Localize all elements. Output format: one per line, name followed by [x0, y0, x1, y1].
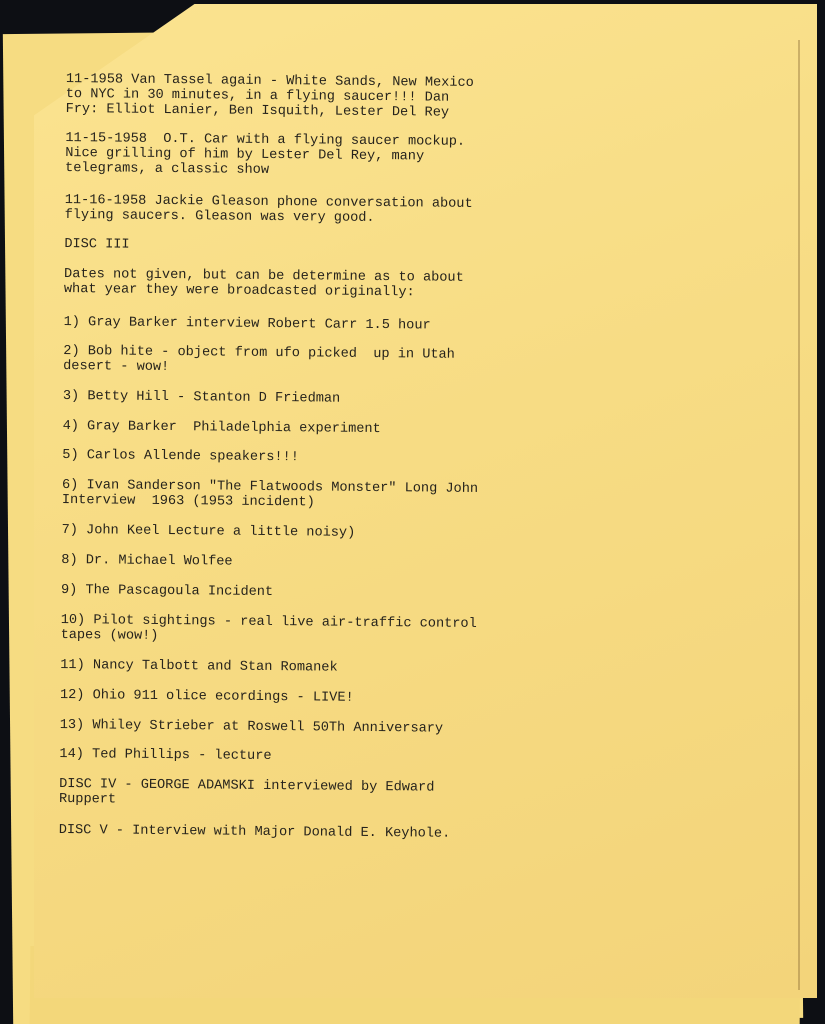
text-line: 11) Nancy Talbott and Stan Romanek — [60, 657, 338, 676]
text-line: Dates not given, but can be determine as to about — [63, 266, 464, 286]
text-line: Nice grilling of him by Lester Del Rey, many — [65, 145, 425, 165]
list-item — [61, 613, 477, 647]
text-line: flying saucers. Gleason was very good. — [64, 207, 375, 226]
disc-iv-entry — [59, 777, 435, 811]
text-line: 5) Carlos Allende speakers!!! — [62, 447, 299, 466]
dates-note — [64, 267, 464, 301]
text-line: Fry: Elliot Lanier, Ben Isquith, Lester Del Rey — [65, 101, 450, 121]
sheet-edge — [798, 40, 800, 990]
text-line: 14) Ted Phillips - lecture — [59, 746, 272, 765]
entry-jackie-gleason — [65, 193, 473, 227]
text-line: 9) The Pascagoula Incident — [60, 582, 274, 601]
text-line: 11-1958 Van Tassel again - White Sands, New Mexico — [65, 72, 474, 91]
text-line: DISC V - Interview with Major Donald E. Keyhole. — [58, 822, 451, 842]
text-line: DISC III — [64, 236, 130, 253]
list-item — [62, 448, 299, 465]
list-item — [62, 478, 478, 512]
text-line: 12) Ohio 911 olice ecordings - LIVE! — [59, 687, 354, 706]
disc-iii-heading — [64, 237, 129, 253]
text-line: what year they were broadcasted originally: — [63, 281, 415, 301]
list-item — [59, 747, 271, 764]
text-line: 8) Dr. Michael Wolfee — [61, 552, 233, 570]
text-line: 7) John Keel Lecture a little noisy) — [61, 522, 356, 541]
text-line: 1) Gray Barker interview Robert Carr 1.5 hour — [63, 314, 431, 334]
list-item — [61, 583, 273, 600]
text-line: telegrams, a classic show — [65, 160, 270, 178]
text-line: 11-15-1958 O.T. Car with a flying saucer mockup. — [65, 130, 466, 150]
text-line: 3) Betty Hill - Stanton D Friedman — [62, 388, 341, 407]
list-item — [62, 523, 356, 541]
list-item — [60, 658, 337, 676]
text-line: 2) Bob hite - object from ufo picked up in Utah — [63, 343, 455, 363]
entry-ot-car — [65, 131, 465, 180]
list-item — [60, 688, 354, 706]
text-line: Interview 1963 (1953 incident) — [61, 492, 315, 511]
text-line: tapes (wow!) — [60, 627, 159, 644]
list-item — [63, 389, 340, 407]
text-line: desert - wow! — [63, 358, 170, 376]
entry-van-tassel — [66, 72, 474, 121]
text-line: 11-16-1958 Jackie Gleason phone conversation about — [64, 192, 473, 212]
text-line: 13) Whiley Strieber at Roswell 50Th Anniversary — [59, 717, 444, 737]
text-line: 4) Gray Barker Philadelphia experiment — [62, 418, 381, 438]
text-line: Ruppert — [58, 791, 117, 808]
list-item — [63, 344, 455, 378]
text-line: DISC IV - GEORGE ADAMSKI interviewed by Edward — [59, 776, 435, 796]
text-line: 10) Pilot sightings - real live air-traffic control — [60, 612, 477, 632]
list-item — [61, 553, 232, 570]
list-item — [63, 419, 381, 437]
text-line: 6) Ivan Sanderson "The Flatwoods Monster" Long John — [61, 477, 479, 497]
text-line: to NYC in 30 minutes, in a flying saucer!!! Dan — [65, 86, 450, 106]
